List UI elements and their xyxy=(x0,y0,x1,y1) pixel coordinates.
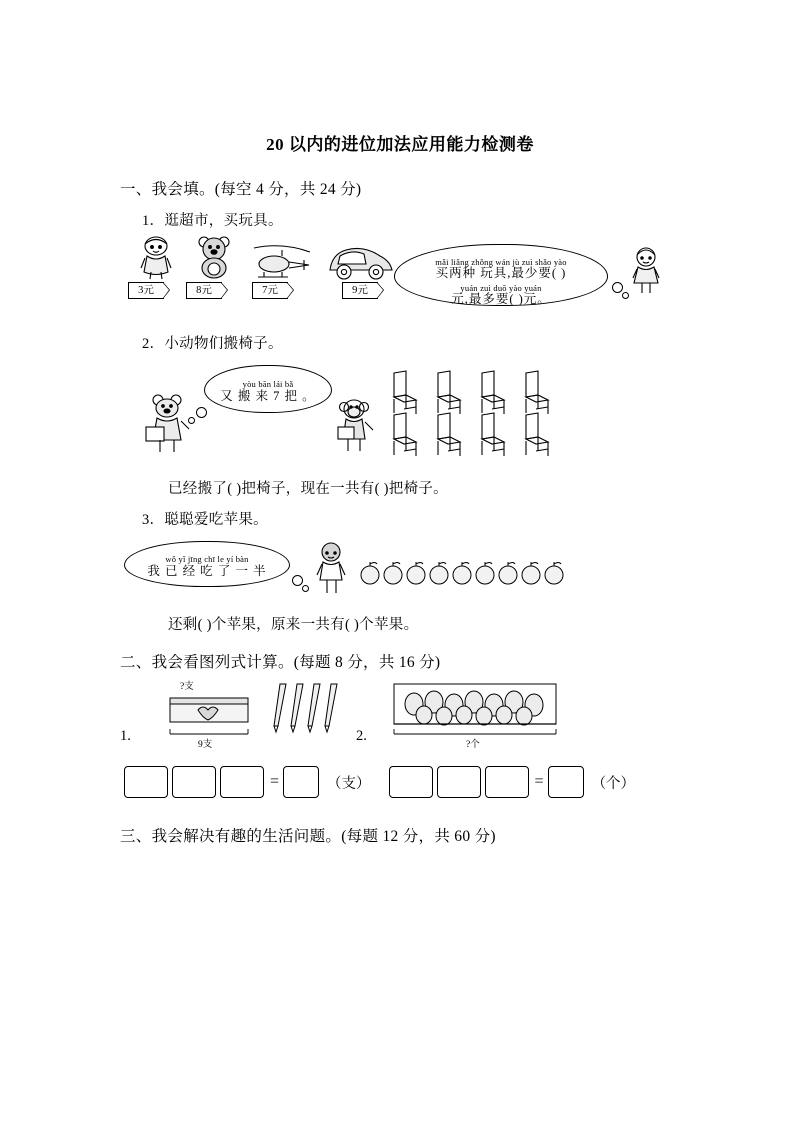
speech-bubble-question-1 xyxy=(394,244,608,306)
question-2-prompt: 2．小动物们搬椅子。 xyxy=(142,336,283,352)
unit-label-2: （个） xyxy=(591,775,636,792)
answer-box-2a[interactable] xyxy=(389,766,433,798)
answer-box-2c[interactable] xyxy=(485,766,529,798)
monkey-icon xyxy=(334,395,382,461)
bubble-hanzi-q2: 又 搬 来 7 把 。 xyxy=(220,389,316,403)
bubble-tail-q3-2 xyxy=(302,585,309,592)
equals-sign-1: = xyxy=(270,773,280,790)
bubble-pinyin-q2: yòu bān lái bǎ xyxy=(242,379,294,389)
answer-box-2-result[interactable] xyxy=(548,766,584,798)
bubble-tail-q2-1 xyxy=(196,407,207,418)
chairs-group xyxy=(386,369,596,457)
figure-question-1 xyxy=(120,234,680,322)
car-icon xyxy=(324,240,398,286)
bubble-hanzi-line-2: 元,最多要( )元。 xyxy=(451,292,551,306)
bubble-tail-q2-2 xyxy=(188,417,195,424)
bubble-tail-q3-1 xyxy=(292,575,303,586)
bubble-pinyin-line-1: mǎi liǎng zhǒng wán jù zuì shǎo yào xyxy=(435,257,567,267)
answer-box-1a[interactable] xyxy=(124,766,168,798)
answer-box-1b[interactable] xyxy=(172,766,216,798)
question-3-prompt: 3．聪聪爱吃苹果。 xyxy=(142,512,268,528)
boy-icon xyxy=(312,541,350,597)
question-2-fill-line: 已经搬了( )把椅子，现在一共有( )把椅子。 xyxy=(168,481,448,497)
figure-question-2 xyxy=(120,357,680,469)
price-tag-3: 7元 xyxy=(252,282,288,299)
speech-bubble-question-3 xyxy=(124,541,290,587)
figure-2-label: 2. xyxy=(356,728,367,744)
figure-1-brace xyxy=(168,728,252,736)
section-heading-3: 三、我会解决有趣的生活问题。(每题 12 分，共 60 分) xyxy=(120,828,496,845)
figure-section-2 xyxy=(120,678,680,756)
figure-2-brace xyxy=(392,728,560,736)
figure-1-top-label: ?支 xyxy=(180,682,194,692)
answer-box-1-result[interactable] xyxy=(283,766,319,798)
figure-1-bottom-label: 9支 xyxy=(198,740,213,750)
girl-icon xyxy=(628,246,664,298)
figure-question-3 xyxy=(120,533,680,605)
bubble-tail-1 xyxy=(612,282,623,293)
answer-box-1c[interactable] xyxy=(220,766,264,798)
apples-group xyxy=(358,561,574,587)
question-1-prompt: 1．逛超市，买玩具。 xyxy=(142,213,283,229)
page-title: 20 以内的进位加法应用能力检测卷 xyxy=(266,135,534,154)
helicopter-icon xyxy=(252,240,312,286)
question-3-fill-line: 还剩( )个苹果，原来一共有( )个苹果。 xyxy=(168,617,419,633)
answer-box-2b[interactable] xyxy=(437,766,481,798)
unit-label-1: （支） xyxy=(327,775,371,792)
eraser-box-icon xyxy=(168,690,252,728)
bubble-hanzi-q3: 我 已 经 吃 了 一 半 xyxy=(147,564,267,578)
section-heading-2: 二、我会看图列式计算。(每题 8 分，共 16 分) xyxy=(120,654,441,671)
bubble-pinyin-line-2: yuán zuì duō yào yuán xyxy=(460,283,542,293)
doll-icon xyxy=(134,234,178,280)
bubble-hanzi-line-1: 买两种 玩具,最少要( ) xyxy=(435,266,567,280)
figure-2-bottom-label: ?个 xyxy=(466,740,480,750)
equation-row xyxy=(124,766,680,798)
figure-1-label: 1. xyxy=(120,728,131,744)
document-body xyxy=(120,130,680,852)
price-tag-4: 9元 xyxy=(342,282,378,299)
pear-basket-icon xyxy=(392,682,560,732)
speech-bubble-question-2 xyxy=(204,365,332,413)
bear-character-icon xyxy=(144,393,200,459)
price-tag-2: 8元 xyxy=(186,282,222,299)
price-tag-1: 3元 xyxy=(128,282,164,299)
bear-icon xyxy=(192,234,236,280)
bubble-pinyin-q3: wǒ yǐ jīng chī le yí bàn xyxy=(165,554,249,564)
pencils-group xyxy=(262,682,348,734)
section-heading-1: 一、我会填。(每空 4 分，共 24 分) xyxy=(120,181,362,198)
equals-sign-2: = xyxy=(534,773,544,790)
